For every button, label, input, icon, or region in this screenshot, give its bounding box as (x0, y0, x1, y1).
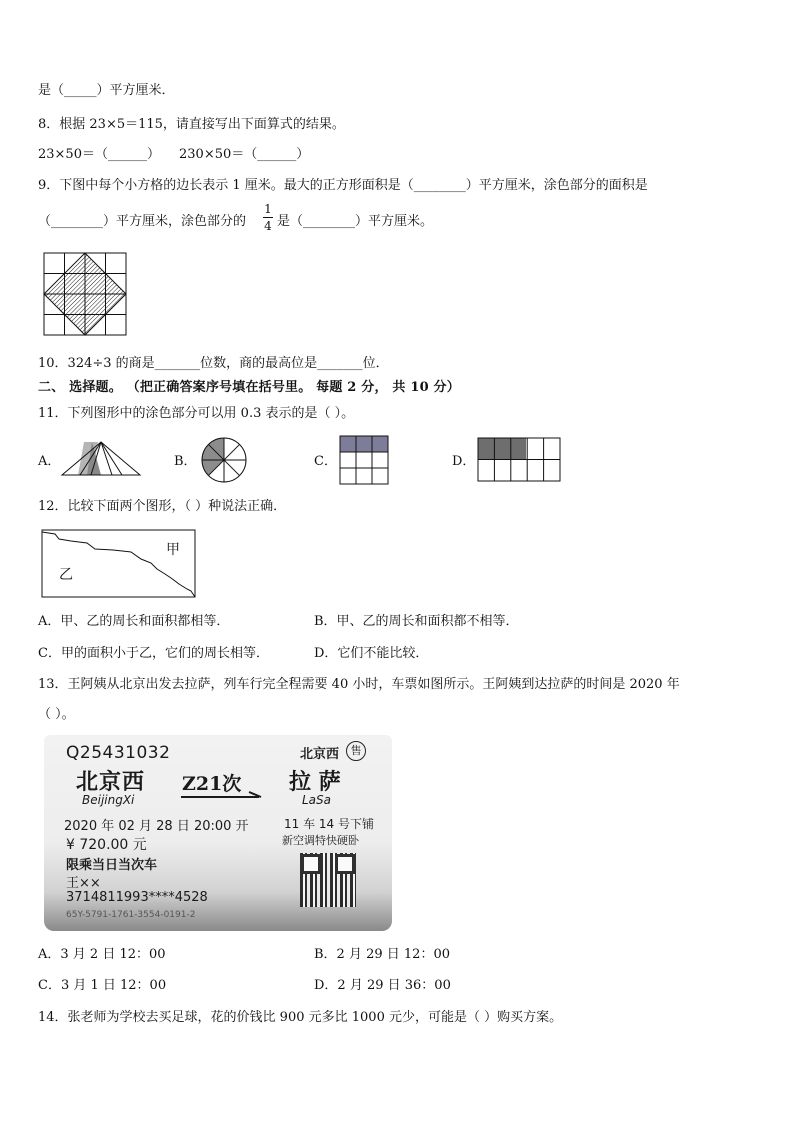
ticket-seat: 11 车 14 号下铺 (284, 817, 374, 831)
question-9-line2-end: 是（________）平方厘米。 (277, 214, 434, 229)
q13-option-d: D．2 月 29 日 36：00 (314, 978, 451, 993)
q11-option-b-label: B． (174, 454, 197, 469)
arrow-right-icon (179, 789, 269, 805)
q7-tail-line: 是（_____）平方厘米． (38, 83, 175, 98)
ticket-sale-mark: 售 (346, 741, 366, 761)
ticket-to-station: 拉 萨 (289, 769, 341, 795)
section-2-heading: 二、 选择题。 （把正确答案序号填在括号里。 每题 2 分， 共 10 分） (38, 380, 460, 395)
question-11: 11．下列图形中的涂色部分可以用 0.3 表示的是（ ）。 (38, 406, 355, 421)
q12-option-a: A．甲、乙的周长和面积都相等． (38, 614, 230, 629)
q13-option-c: C．3 月 1 日 12：00 (38, 978, 167, 993)
q11-triangle-figure (60, 440, 142, 478)
question-12: 12．比较下面两个图形，（ ）种说法正确． (38, 499, 287, 514)
ticket-train-number: Z21次 (182, 773, 242, 795)
ticket-price: ¥ 720.00 元 (66, 837, 147, 853)
ticket-from-station: 北京西 (76, 769, 146, 795)
ticket-seat-type: 新空调特快硬卧 (282, 834, 359, 847)
q11-option-a-label: A． (38, 454, 61, 469)
q11-grid-5x2-figure (477, 437, 561, 482)
q12-label-jia: 甲 (166, 542, 180, 558)
ticket-footer-code: 65Y-5791-1761-3554-0191-2 (66, 910, 196, 920)
train-ticket (44, 735, 392, 931)
ticket-from-pinyin: BeijingXi (82, 793, 135, 807)
q8-expression-b: 230×50＝（______） (179, 147, 310, 162)
ticket-to-pinyin: LaSa (302, 793, 332, 807)
question-9-line1: 9．下图中每个小方格的边长表示 1 厘米。最大的正方形面积是（________）平方厘米，涂色部分的面积是 (38, 178, 648, 193)
q12-option-b: B．甲、乙的周长和面积都不相等． (314, 614, 519, 629)
question-10: 10．324÷3 的商是_______位数，商的最高位是_______位． (38, 356, 389, 371)
qr-code-icon (300, 853, 356, 907)
fraction-numerator: 1 (264, 202, 272, 216)
q13-option-b: B．2 月 29 日 12：00 (314, 947, 450, 962)
q11-option-c-label: C． (314, 454, 337, 469)
q12-option-c: C．甲的面积小于乙，它们的周长相等． (38, 646, 269, 661)
q11-option-d-label: D． (452, 454, 476, 469)
question-14: 14．张老师为学校去买足球，花的价钱比 900 元多比 1000 元少，可能是（ ）购买方案。 (38, 1010, 563, 1025)
ticket-id-number: 3714811993****4528 (66, 890, 208, 905)
q11-grid-3x3-figure (339, 435, 389, 485)
ticket-station-top: 北京西 (300, 747, 340, 762)
ticket-passenger-name: 王×× (66, 876, 101, 891)
question-9-line2-start: （________）平方厘米，涂色部分的 (38, 214, 247, 229)
ticket-datetime: 2020 年 02 月 28 日 20:00 开 (64, 819, 249, 834)
q13-option-a: A．3 月 2 日 12：00 (38, 947, 166, 962)
q9-grid-figure (43, 252, 128, 337)
q11-circle-figure (200, 436, 248, 484)
ticket-serial: Q25431032 (66, 743, 171, 763)
question-13-line2: （ ）。 (38, 707, 75, 722)
question-13-line1: 13．王阿姨从北京出发去拉萨，列车行完全程需要 40 小时，车票如图所示。王阿姨到达拉萨的时间是 2020 年 (38, 677, 680, 692)
fraction-denominator: 4 (264, 219, 272, 233)
ticket-limit-note: 限乘当日当次车 (66, 858, 158, 873)
question-8: 8．根据 23×5＝115，请直接写出下面算式的结果。 (38, 117, 345, 132)
q12-shapes-figure (41, 529, 197, 599)
q8-expression-a: 23×50＝（______） (38, 147, 160, 162)
fraction-bar (263, 217, 273, 218)
q12-option-d: D．它们不能比较． (314, 646, 429, 661)
q12-label-yi: 乙 (59, 567, 73, 583)
